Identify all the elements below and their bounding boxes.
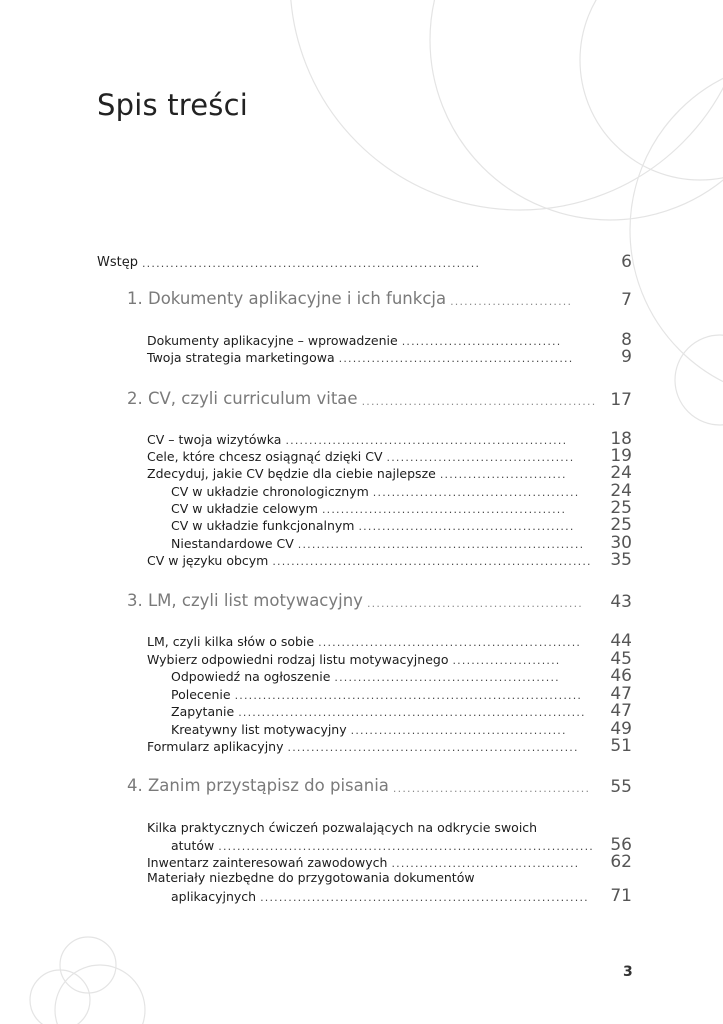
toc-page-number: 18 [610,429,632,449]
toc-entry[interactable] [171,498,632,516]
toc-entry-text: Polecenie [171,687,231,702]
toc-page-number: 24 [610,463,632,483]
toc-entry[interactable] [171,533,632,551]
toc-entry-text: Wybierz odpowiedni rodzaj listu motywacyjnego [147,652,449,667]
toc-entry[interactable] [171,515,632,533]
toc-entry[interactable] [147,550,632,568]
toc-entry-text: Formularz aplikacyjny [147,739,284,754]
toc-entry-text: Cele, które chcesz osiągnąć dzięki CV [147,449,383,464]
toc-entry[interactable] [171,684,632,702]
dot-leader: ................................................................................ [218,840,594,853]
toc-entry-text: Dokumenty aplikacyjne – wprowadzenie [147,333,398,348]
toc-chapter-title: 2. CV, czyli curriculum vitae [127,389,358,408]
dot-leader: ............................................................. [297,538,585,551]
toc-entry-text: CV w układzie chronologicznym [171,484,369,499]
toc-page-number: 25 [610,498,632,518]
toc-entry[interactable] [147,736,632,754]
toc-entry-text-line: Kilka praktycznych ćwiczeń pozwalających na odkrycie swoich [147,820,538,835]
dot-leader: ....................... [452,654,561,667]
toc-page-number: 43 [610,592,632,612]
toc-entry-text: Zdecyduj, jakie CV będzie dla ciebie najlepsze [147,466,436,481]
toc-page-number: 51 [610,736,632,756]
toc-entry[interactable] [171,886,632,904]
dot-leader: .................................................... [321,503,567,516]
dot-leader: ................................................ [334,671,560,684]
dot-leader: .............................................................. [287,741,579,754]
dot-leader: .......................... [450,295,573,308]
toc-page-number: 9 [621,347,632,367]
toc-entry[interactable] [147,446,632,464]
dot-leader: ...................................................................... [260,891,589,904]
toc-page-number: 25 [610,515,632,535]
toc-page-number: 7 [621,290,632,310]
toc-chapter-title: 4. Zanim przystąpisz do pisania [127,776,389,795]
toc-entry-intro[interactable] [97,252,632,270]
dot-leader: .......................................................................... [234,689,583,702]
page-number: 3 [623,964,633,980]
dot-leader: .............................................. [350,724,567,737]
toc-chapter-3[interactable] [127,592,632,610]
toc-entry[interactable] [171,481,632,499]
toc-page-number: 49 [610,719,632,739]
toc-page-number: 30 [610,533,632,553]
toc-page-number: 46 [610,666,632,686]
dot-leader: .......................................... [392,782,591,795]
toc-entry-text: Zapytanie [171,704,235,719]
toc-chapter-2[interactable] [127,390,632,408]
toc-entry[interactable] [147,347,632,365]
toc-entry-text: CV w języku obcym [147,553,269,568]
dot-leader: ........................................................................ [141,257,481,270]
dot-leader: .......................................................................... [238,706,586,719]
dot-leader: ........................... [439,468,567,481]
toc-page-number: 47 [610,684,632,704]
toc-entry-text: Wstęp [97,255,138,270]
toc-page-number: 35 [610,550,632,570]
dot-leader: .................................................................... [272,555,592,568]
toc-entry-text: CV w układzie celowym [171,501,318,516]
toc-entry-text: atutów [171,838,215,853]
dot-leader: .............................................. [366,597,583,610]
toc-page-number: 44 [610,631,632,651]
toc-page-number: 62 [610,852,632,872]
toc-chapter-1[interactable] [127,290,632,308]
toc-page-number: 6 [621,252,632,272]
toc-entry-text: Twoja strategia marketingowa [147,350,335,365]
toc-page-number: 56 [610,835,632,855]
toc-entry[interactable] [171,701,632,719]
toc-page-number: 17 [610,390,632,410]
toc-entry-text-line: Materiały niezbędne do przygotowania dokumentów [147,870,475,885]
toc-page-number: 24 [610,481,632,501]
dot-leader: .................................................. [338,352,574,365]
dot-leader: ........................................ [386,451,575,464]
toc-entry[interactable] [147,631,632,649]
dot-leader: .............................................. [358,520,575,533]
toc-chapter-title: 3. LM, czyli list motywacyjny [127,591,363,610]
toc-entry[interactable] [171,719,632,737]
toc-page-number: 71 [610,886,632,906]
dot-leader: .................................. [401,335,562,348]
dot-leader: .................................................. [361,395,597,408]
toc-entry[interactable] [147,852,632,870]
toc-page-number: 45 [610,649,632,669]
page-title: Spis treści [97,88,249,122]
toc-entry-text: CV w układzie funkcjonalnym [171,518,355,533]
toc-entry-text: Niestandardowe CV [171,536,294,551]
toc-entry-text: Odpowiedź na ogłoszenie [171,669,331,684]
dot-leader: ........................................................ [318,636,582,649]
toc-page-number: 19 [610,446,632,466]
toc-entry-text: Inwentarz zainteresowań zawodowych [147,855,388,870]
toc-entry-text: aplikacyjnych [171,889,257,904]
toc-page-number: 55 [610,777,632,797]
toc-entry-text: CV – twoja wizytówka [147,432,282,447]
toc-entry[interactable] [147,649,632,667]
dot-leader: ........................................ [391,857,580,870]
toc-chapter-title: 1. Dokumenty aplikacyjne i ich funkcja [127,289,447,308]
dot-leader: ............................................................ [285,434,568,447]
dot-leader: ............................................ [372,486,580,499]
toc-page-number: 47 [610,701,632,721]
toc-chapter-4[interactable] [127,777,632,795]
toc-entry[interactable] [171,835,632,853]
toc-entry-text: LM, czyli kilka słów o sobie [147,634,315,649]
toc-page-number: 8 [621,330,632,350]
toc-entry[interactable] [147,429,632,447]
toc-entry[interactable] [171,666,632,684]
toc-entry-text: Kreatywny list motywacyjny [171,722,347,737]
toc-entry[interactable] [147,330,632,348]
toc-entry[interactable] [147,463,632,481]
